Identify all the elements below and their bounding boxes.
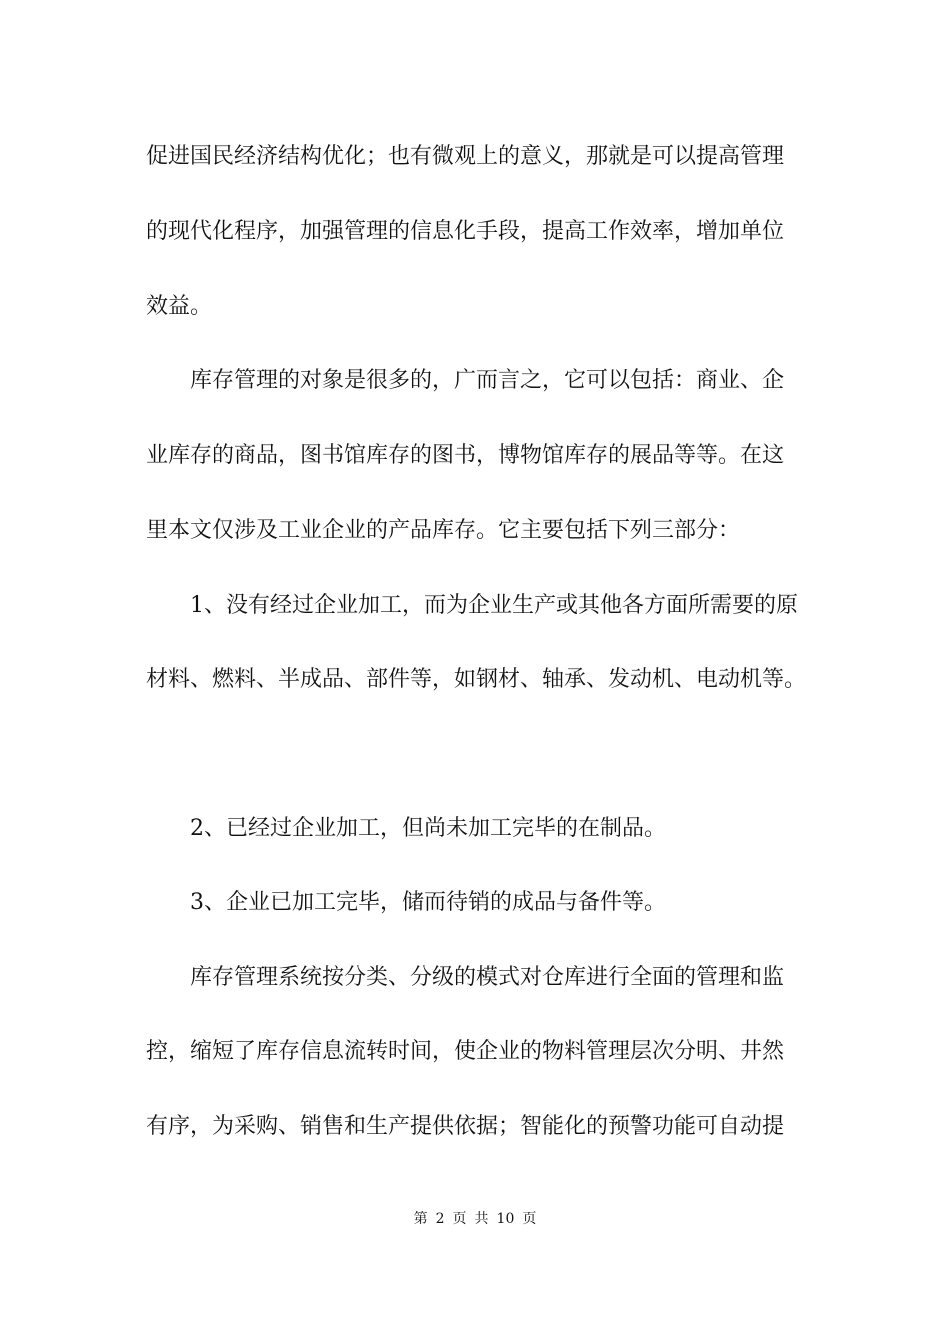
list-item-1-second-line: 材料、燃料、半成品、部件等，如钢材、轴承、发动机、电动机等。 [146, 667, 807, 692]
text-line: 效益。 [146, 294, 213, 319]
text-line: 促进国民经济结构优化；也有微观上的意义，那就是可以提高管理 [146, 144, 785, 169]
list-item-3: 3、企业已加工完毕，储而待销的成品与备件等。 [190, 890, 666, 915]
text-line: 有序，为采购、销售和生产提供依据；智能化的预警功能可自动提 [146, 1114, 785, 1139]
footer-page-word: 页 [452, 1211, 467, 1227]
text-line: 业库存的商品，图书馆库存的图书，博物馆库存的展品等等。在这 [146, 443, 785, 468]
text-line: 的现代化程序，加强管理的信息化手段，提高工作效率，增加单位 [146, 219, 785, 244]
footer-suffix: 页 [522, 1211, 537, 1227]
paragraph-first-line: 库存管理的对象是很多的，广而言之，它可以包括：商业、企 [190, 368, 785, 393]
footer-prefix: 第 [413, 1211, 428, 1227]
list-item-2: 2、已经过企业加工，但尚未加工完毕的在制品。 [190, 816, 666, 841]
text-line: 里本文仅涉及工业企业的产品库存。它主要包括下列三部分： [146, 518, 741, 543]
current-page-number: 2 [435, 1211, 445, 1227]
total-page-number: 10 [496, 1211, 515, 1227]
list-item-1-first-line: 1、没有经过企业加工，而为企业生产或其他各方面所需要的原 [190, 593, 798, 618]
page-number-footer [0, 1209, 950, 1229]
paragraph-first-line: 库存管理系统按分类、分级的模式对仓库进行全面的管理和监 [190, 965, 785, 990]
text-line: 控，缩短了库存信息流转时间，使企业的物料管理层次分明、井然 [146, 1039, 785, 1064]
footer-total-word: 共 [474, 1211, 489, 1227]
